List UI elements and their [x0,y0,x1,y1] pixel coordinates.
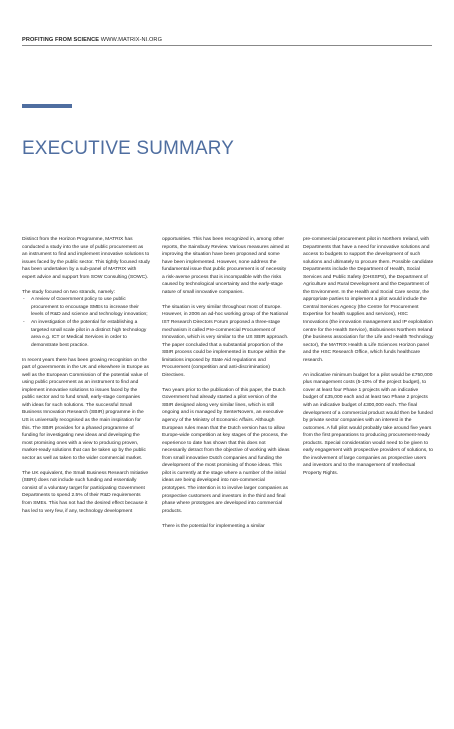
paragraph: Distinct from the Horizon Programme, MATRIX has conducted a study into the use of public procurement as an instrument to find and implement innovative solutions to issues faced by the public sector. This tightly focused study has been undertaken by a sub-panel of MATRIX with expert advice and support from SOW Consulting (SOWC). [22,237,150,280]
paragraph: In recent years there has been growing recognition on the part of governments in the UK and elsewhere in Europe as well as the European Commission of the potential value of using public procurement as an instrument to find and implement innovative solutions to issues faced by the public sector and to fund small, early-stage companies with ideas for such solutions. The successful Small Business Innovation Research (SBIR) programme in the US is universally recognised as the main inspiration for this. The SBIR provides for a phased programme of funding for investigating new ideas and developing the most promising ones with a view to producing proven, market-ready solutions that can be taken up by the public sector as well as taken to the wider commercial market. [22,357,149,461]
publication-title: PROFITING FROM SCIENCE [22,37,100,43]
header-rule [22,45,432,46]
page-title: EXECUTIVE SUMMARY [22,137,235,160]
paragraph: An indicative minimum budget for a pilot would be £750,000 plus management costs (5-10% of the project budget), to cover at least four Phase 1 projects with an indicative budget of £35,000 each and at least two Phase 2 projects with an indicative budget of £300,000 each. The final development of a commercial product would then be funded by private sector companies with an interest in the outcomes. A full pilot would probably take around five years from the first preparations to producing procurement-ready products. Special consideration would need to be given to early engagement with prospective providers of solutions, to the involvement of large companies as prospective users and investors and to the management of Intellectual Property Rights. [303,372,433,476]
paragraph: The UK equivalent, the Small Business Research Initiative (SBRI) does not include such funding and essentially consist of a voluntary target for participating Government Departments to spend 2.5% of their R&D requirements from SMEs. This has not had the desired effect because it has led to very few, if any, technology development [22,470,149,514]
text-column-2 [162,236,290,538]
list-item: - An investigation of the potential for establishing a targeted small scale pilot in a distinct high technology area e.g. ICT or Medical Services in order to demonstrate best practice. [22,319,150,349]
list-item: - A review of Government policy to use public procurement to encourage SMEs to increase their levels of R&D and science and technology innovation; [22,296,150,319]
strand-list [22,296,150,349]
running-header [22,37,162,43]
title-accent-bar [22,104,72,108]
paragraph: The study focused on two strands, namely: [22,289,115,295]
paragraph: The situation is very similar throughout most of Europe. However, in 2006 an ad-hoc working group of the National IST Research Directors Forum proposed a three-stage mechanism it called Pre-commercial Procurement of Innovation, which is very similar to the US SBIR approach. The paper concluded that a substantial proportion of the SBIR process could be implemented in Europe within the limitations imposed by State Aid regulations and Procurement (competition and anti-discrimination) Directives. [162,304,289,378]
text-column-3 [303,236,434,485]
paragraph: pre-commercial procurement pilot in Northern Ireland, with Departments that have a need for innovative solutions and access to budgets to support the development of such solutions and ultimately to procure them. Possible candidate Departments include the Department of Health, Social Services and Public Safety (DHSSPS), the Department of Agriculture and Rural Development and the Department of the Environment. In the Health and Social Care sector, the appropriate parties to implement a pilot would include the Central Services Agency (the Centre for Procurement Expertise for health supplies and services), HSC Innovations (the innovation management and IP exploitation centre for the Health Service), Biobusiness Northern Ireland (the business association for the Life and Health Technology sector), the MATRIX Health & Life Sciences Horizon panel and the HSC Research Office, which funds healthcare research. [303,237,434,363]
paragraph: There is the potential for implementing a similar [162,523,265,529]
publication-url[interactable]: WWW.MATRIX-NI.ORG [100,37,163,43]
paragraph: opportunities. This has been recognized in, among other reports, the Sainsbury Review. Various measures aimed at improving the situation have been proposed and some have been implemented. However, none address the fundamental issue that public procurement is of necessity a risk-averse process that is incompatible with the risks caused by technological uncertainty and the early-stage nature of small innovative companies. [162,237,289,295]
text-column-1 [22,236,150,523]
paragraph: Two years prior to the publication of this paper, the Dutch Government had already started a pilot version of the SBIR designed along very similar lines, which is still ongoing and is managed by SenterNovem, an executive agency of the Ministry of Economic Affairs. Although European rules mean that the Dutch version has to allow Europe-wide competition at key stages of the process, the experience to date has shown that this does not necessarily detract from the objective of working with ideas from small innovative Dutch companies and funding the development of the most promising of those ideas. This pilot is currently at the stage where a number of the initial ideas are being developed into non-commercial prototypes. The intention is to involve larger companies as prospective customers and investors in the third and final phase where prototypes are developed into commercial products. [162,387,290,514]
